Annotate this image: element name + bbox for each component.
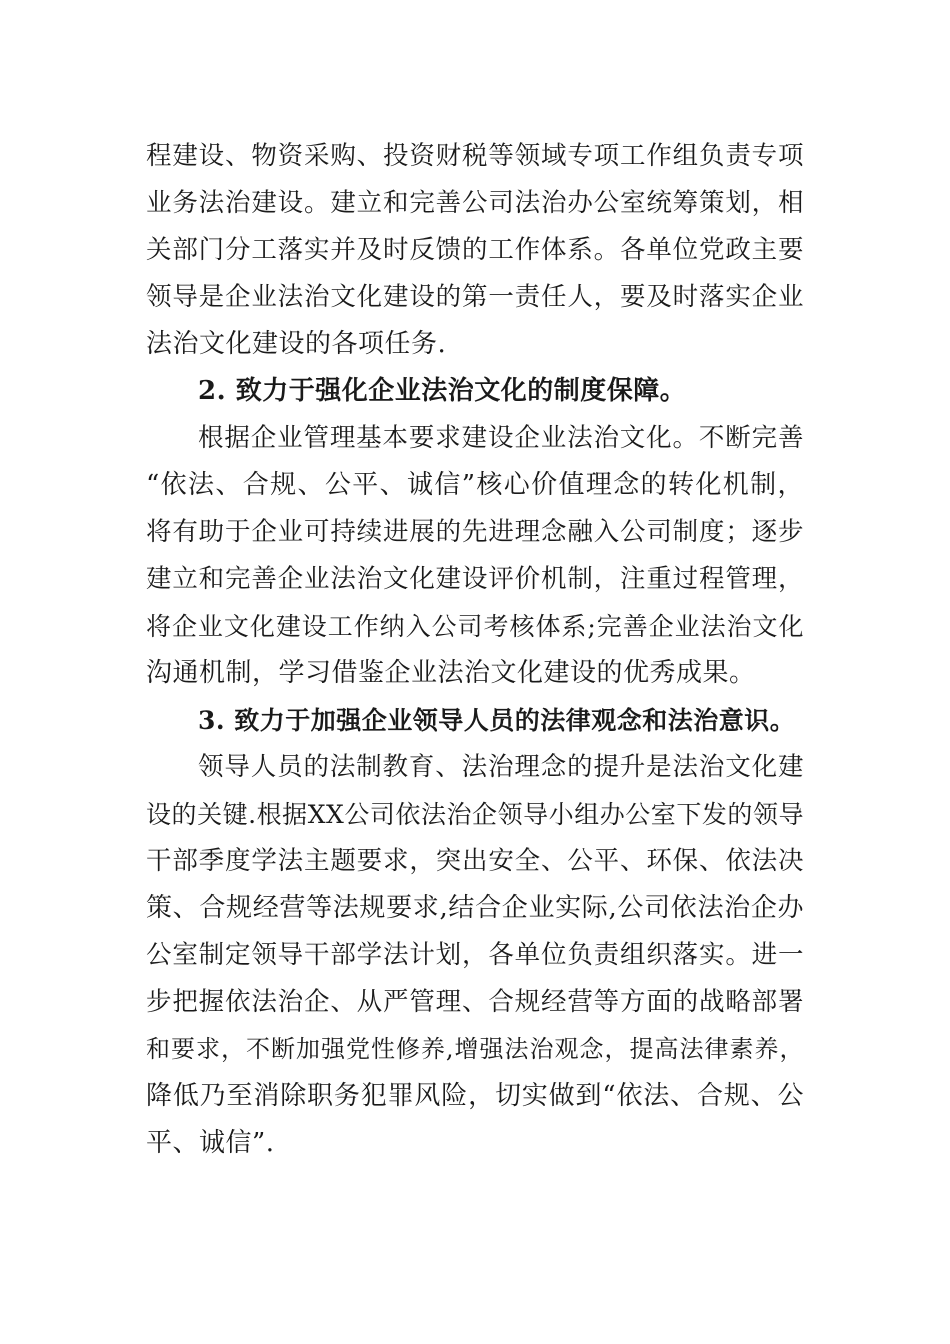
- text-line: 沟通机制，学习借鉴企业法治文化建设的优秀成果。: [146, 658, 756, 688]
- text-line: 步把握依法治企、从严管理、合规经营等方面的战略部署: [146, 987, 804, 1017]
- text-line: 平、诚信”.: [146, 1128, 275, 1158]
- section-heading-3: 3. 致力于加强企业领导人员的法律观念和法治意识。: [198, 706, 796, 735]
- text-line: 干部季度学法主题要求，突出安全、公平、环保、依法决: [146, 846, 804, 876]
- text-line: 领导人员的法制教育、法治理念的提升是法治文化建: [198, 752, 804, 782]
- text-line: “依法、合规、公平、诚信”核心价值理念的转化机制，: [146, 470, 804, 500]
- text-line: 降低乃至消除职务犯罪风险，切实做到“依法、合规、公: [146, 1081, 804, 1111]
- text-line: 领导是企业法治文化建设的第一责任人，要及时落实企业: [146, 282, 804, 312]
- text-line: 法治文化建设的各项任务.: [146, 329, 447, 359]
- text-line: 程建设、物资采购、投资财税等领域专项工作组负责专项: [146, 141, 804, 171]
- text-line: 策、合规经营等法规要求,结合企业实际,公司依法治企办: [146, 893, 804, 923]
- text-line: 关部门分工落实并及时反馈的工作体系。各单位党政主要: [146, 235, 804, 265]
- body-text: [146, 133, 804, 1167]
- text-line: 将企业文化建设工作纳入公司考核体系;完善企业法治文化: [146, 612, 804, 641]
- text-line: 将有助于企业可持续进展的先进理念融入公司制度；逐步: [146, 517, 804, 547]
- text-line: 建立和完善企业法治文化建设评价机制，注重过程管理，: [146, 564, 804, 594]
- text-line: 根据企业管理基本要求建设企业法治文化。不断完善: [198, 423, 804, 453]
- text-line: 和要求，不断加强党性修养,增强法治观念，提高法律素养，: [146, 1035, 804, 1063]
- section-heading-2: 2. 致力于强化企业法治文化的制度保障。: [198, 376, 687, 406]
- text-line: 业务法治建设。建立和完善公司法治办公室统筹策划，相: [146, 188, 804, 218]
- text-line: 设的关键.根据XX公司依法治企领导小组办公室下发的领导: [146, 800, 804, 829]
- text-line: 公室制定领导干部学法计划，各单位负责组织落实。进一: [146, 940, 804, 970]
